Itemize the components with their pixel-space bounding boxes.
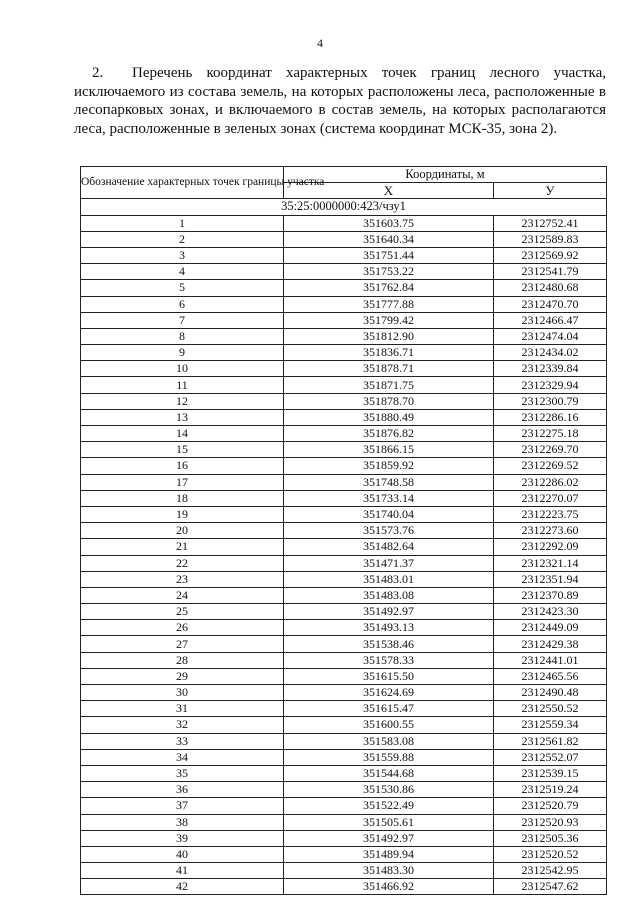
x-coordinate-cell: 351748.58 [284,474,494,490]
point-number-cell: 6 [81,296,284,312]
y-coordinate-cell: 2312550.52 [494,701,607,717]
x-coordinate-cell: 351878.70 [284,393,494,409]
point-number-cell: 27 [81,636,284,652]
coordinates-table-body [81,167,607,895]
table-row [81,701,607,717]
table-row [81,587,607,603]
x-coordinate-cell: 351615.47 [284,701,494,717]
y-coordinate-cell: 2312470.70 [494,296,607,312]
x-coordinate-cell: 351603.75 [284,215,494,231]
y-coordinate-cell: 2312542.95 [494,863,607,879]
y-coordinate-cell: 2312752.41 [494,215,607,231]
point-number-cell: 19 [81,506,284,522]
point-number-cell: 9 [81,345,284,361]
table-row [81,409,607,425]
point-number-cell: 32 [81,717,284,733]
x-coordinate-cell: 351876.82 [284,426,494,442]
table-row [81,312,607,328]
table-row [81,830,607,846]
table-row [81,620,607,636]
table-row [81,474,607,490]
x-coordinate-cell: 351836.71 [284,345,494,361]
y-coordinate-cell: 2312520.52 [494,846,607,862]
point-number-cell: 30 [81,685,284,701]
x-coordinate-cell: 351777.88 [284,296,494,312]
point-number-cell: 20 [81,523,284,539]
table-row [81,782,607,798]
x-coordinate-cell: 351624.69 [284,685,494,701]
point-number-cell: 14 [81,426,284,442]
point-number-cell: 40 [81,846,284,862]
point-number-cell: 12 [81,393,284,409]
x-coordinate-cell: 351878.71 [284,361,494,377]
y-coordinate-cell: 2312541.79 [494,264,607,280]
y-coordinate-cell: 2312589.83 [494,231,607,247]
y-coordinate-cell: 2312505.36 [494,830,607,846]
table-row [81,879,607,895]
table-row [81,280,607,296]
table-row [81,571,607,587]
x-coordinate-cell: 351483.30 [284,863,494,879]
point-number-cell: 37 [81,798,284,814]
x-coordinate-cell: 351482.64 [284,539,494,555]
point-number-cell: 2 [81,231,284,247]
y-coordinate-cell: 2312520.93 [494,814,607,830]
table-row [81,539,607,555]
point-number-cell: 23 [81,571,284,587]
x-coordinate-cell: 351733.14 [284,490,494,506]
x-coordinate-cell: 351880.49 [284,409,494,425]
point-number-cell: 5 [81,280,284,296]
y-coordinate-cell: 2312300.79 [494,393,607,409]
point-number-cell: 26 [81,620,284,636]
table-row [81,749,607,765]
table-row [81,377,607,393]
parcel-id: 35:25:0000000:423/чзу1 [81,199,607,215]
point-number-cell: 8 [81,328,284,344]
point-number-cell: 7 [81,312,284,328]
point-number-cell: 42 [81,879,284,895]
y-coordinate-cell: 2312465.56 [494,668,607,684]
y-coordinate-cell: 2312561.82 [494,733,607,749]
point-number-cell: 13 [81,409,284,425]
y-coordinate-cell: 2312490.48 [494,685,607,701]
x-coordinate-cell: 351866.15 [284,442,494,458]
y-coordinate-cell: 2312480.68 [494,280,607,296]
table-row [81,765,607,781]
x-coordinate-cell: 351753.22 [284,264,494,280]
table-row [81,846,607,862]
section-heading [74,64,606,138]
y-coordinate-cell: 2312449.09 [494,620,607,636]
point-number-cell: 25 [81,604,284,620]
y-coordinate-cell: 2312269.52 [494,458,607,474]
table-row [81,458,607,474]
table-row [81,506,607,522]
y-coordinate-cell: 2312329.94 [494,377,607,393]
x-coordinate-cell: 351471.37 [284,555,494,571]
point-column-header: Обозначение характерных точек границы участка [81,167,284,199]
point-number-cell: 21 [81,539,284,555]
point-number-cell: 31 [81,701,284,717]
y-coordinate-cell: 2312474.04 [494,328,607,344]
x-coordinate-cell: 351505.61 [284,814,494,830]
table-row [81,863,607,879]
point-number-cell: 11 [81,377,284,393]
coordinates-column-header: Координаты, м [284,167,607,183]
y-column-header: У [494,183,607,199]
y-coordinate-cell: 2312423.30 [494,604,607,620]
y-coordinate-cell: 2312269.70 [494,442,607,458]
y-coordinate-cell: 2312441.01 [494,652,607,668]
point-number-cell: 34 [81,749,284,765]
x-column-header: X [284,183,494,199]
y-coordinate-cell: 2312520.79 [494,798,607,814]
x-coordinate-cell: 351812.90 [284,328,494,344]
point-number-cell: 33 [81,733,284,749]
y-coordinate-cell: 2312292.09 [494,539,607,555]
y-coordinate-cell: 2312351.94 [494,571,607,587]
y-coordinate-cell: 2312552.07 [494,749,607,765]
table-row [81,328,607,344]
x-coordinate-cell: 351740.04 [284,506,494,522]
table-row [81,345,607,361]
point-number-cell: 22 [81,555,284,571]
x-coordinate-cell: 351483.08 [284,587,494,603]
table-row [81,798,607,814]
y-coordinate-cell: 2312539.15 [494,765,607,781]
x-coordinate-cell: 351466.92 [284,879,494,895]
y-coordinate-cell: 2312519.24 [494,782,607,798]
point-number-cell: 24 [81,587,284,603]
point-number-cell: 35 [81,765,284,781]
table-row [81,523,607,539]
point-number-cell: 16 [81,458,284,474]
x-coordinate-cell: 351871.75 [284,377,494,393]
x-coordinate-cell: 351483.01 [284,571,494,587]
y-coordinate-cell: 2312434.02 [494,345,607,361]
x-coordinate-cell: 351640.34 [284,231,494,247]
x-coordinate-cell: 351489.94 [284,846,494,862]
y-coordinate-cell: 2312339.84 [494,361,607,377]
y-coordinate-cell: 2312286.16 [494,409,607,425]
point-number-cell: 1 [81,215,284,231]
point-number-cell: 4 [81,264,284,280]
table-row [81,361,607,377]
y-coordinate-cell: 2312547.62 [494,879,607,895]
point-number-cell: 36 [81,782,284,798]
table-row [81,231,607,247]
table-row [81,264,607,280]
parcel-row [81,199,607,215]
x-coordinate-cell: 351493.13 [284,620,494,636]
table-row [81,814,607,830]
table-row [81,442,607,458]
x-coordinate-cell: 351583.08 [284,733,494,749]
section-text: Перечень координат характерных точек границ лесного участка, исключаемого из состава земель, на которых расположены леса, расположенные в лесопарковых зонах, и включаемого в состав земель, на которых располагаются леса, расположенные в зеленых зонах (система координат МСК-35, зона 2). [74,65,606,137]
x-coordinate-cell: 351522.49 [284,798,494,814]
point-number-cell: 15 [81,442,284,458]
y-coordinate-cell: 2312466.47 [494,312,607,328]
point-number-cell: 28 [81,652,284,668]
table-row [81,733,607,749]
table-row [81,668,607,684]
point-number-cell: 39 [81,830,284,846]
x-coordinate-cell: 351492.97 [284,830,494,846]
table-row [81,555,607,571]
x-coordinate-cell: 351559.88 [284,749,494,765]
page-number: 4 [317,36,323,50]
x-coordinate-cell: 351615.50 [284,668,494,684]
x-coordinate-cell: 351751.44 [284,247,494,263]
y-coordinate-cell: 2312286.02 [494,474,607,490]
coordinates-table [80,166,607,895]
y-coordinate-cell: 2312559.34 [494,717,607,733]
point-number-cell: 38 [81,814,284,830]
y-coordinate-cell: 2312273.60 [494,523,607,539]
y-coordinate-cell: 2312270.07 [494,490,607,506]
table-row [81,604,607,620]
table-row [81,247,607,263]
table-row [81,652,607,668]
x-coordinate-cell: 351859.92 [284,458,494,474]
table-header-row [81,167,607,183]
point-number-cell: 10 [81,361,284,377]
section-number: 2. [92,65,104,81]
y-coordinate-cell: 2312223.75 [494,506,607,522]
table-row [81,296,607,312]
point-number-cell: 17 [81,474,284,490]
table-row [81,490,607,506]
y-coordinate-cell: 2312429.38 [494,636,607,652]
table-row [81,717,607,733]
x-coordinate-cell: 351578.33 [284,652,494,668]
table-row [81,426,607,442]
x-coordinate-cell: 351600.55 [284,717,494,733]
table-row [81,215,607,231]
x-coordinate-cell: 351492.97 [284,604,494,620]
point-number-cell: 18 [81,490,284,506]
point-number-cell: 41 [81,863,284,879]
y-coordinate-cell: 2312321.14 [494,555,607,571]
table-row [81,393,607,409]
x-coordinate-cell: 351799.42 [284,312,494,328]
x-coordinate-cell: 351530.86 [284,782,494,798]
x-coordinate-cell: 351573.76 [284,523,494,539]
table-row [81,685,607,701]
table-row [81,636,607,652]
x-coordinate-cell: 351762.84 [284,280,494,296]
x-coordinate-cell: 351544.68 [284,765,494,781]
x-coordinate-cell: 351538.46 [284,636,494,652]
point-number-cell: 3 [81,247,284,263]
y-coordinate-cell: 2312569.92 [494,247,607,263]
point-number-cell: 29 [81,668,284,684]
y-coordinate-cell: 2312275.18 [494,426,607,442]
y-coordinate-cell: 2312370.89 [494,587,607,603]
